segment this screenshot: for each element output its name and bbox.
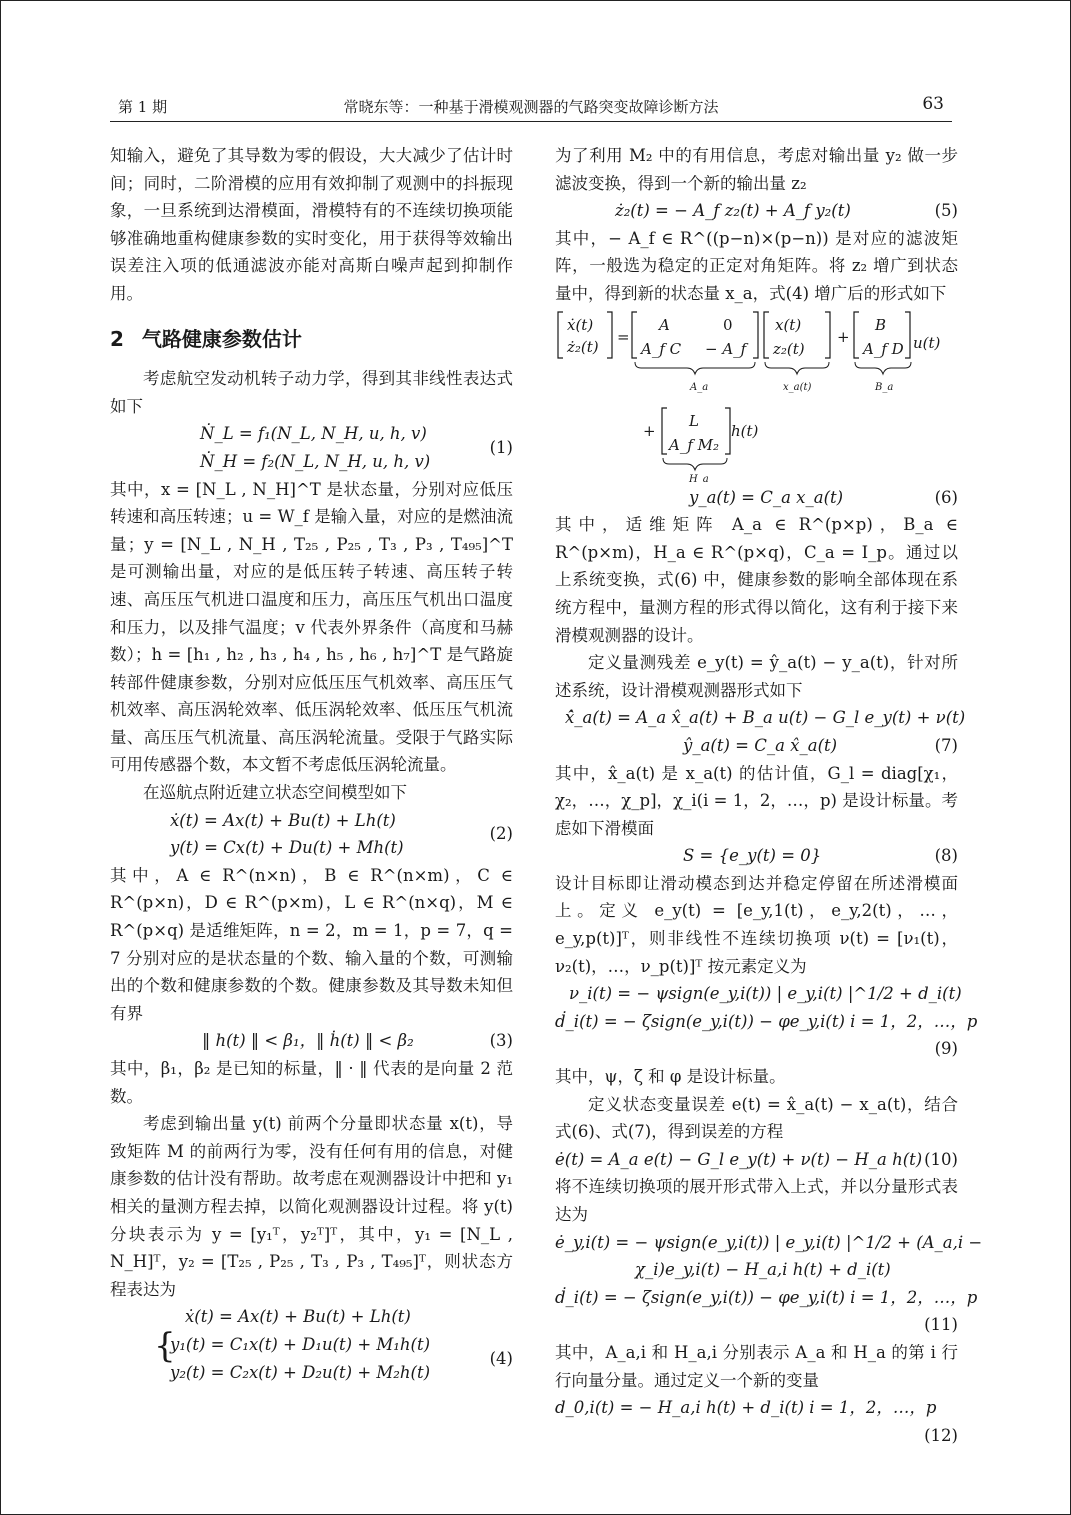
paragraph: 其中，适维矩阵 A_a ∈ R^(p×p)，B_a ∈ R^(p×m)，H_a ∈ R^(p×q)，C_a = I_p。通过以上系统变换，式(6) 中，健康参数的影响全部体现在系统方程中，量测方程的形式得以简化，这有利于接下来滑模观测器的设计。	[555, 515, 958, 645]
paragraph: 其中，β₁，β₂ 是已知的标量，‖ · ‖ 代表的是向量 2 范数。	[110, 1059, 513, 1106]
paragraph: 将不连续切换项的展开形式带入上式，并以分量形式表达为	[555, 1177, 958, 1224]
equation-12: d_0,i(t) = − H_a,i h(t) + d_i(t) i = 1，2，…，p	[555, 1398, 937, 1418]
label-Ba: B_a	[875, 381, 894, 393]
right-column	[555, 142, 983, 1449]
vector-x: x(t)	[775, 315, 802, 334]
section-heading	[110, 326, 513, 354]
equation-11-number: (11)	[924, 1315, 958, 1335]
equation-6b: y_a(t) = C_a x_a(t) (6)	[555, 484, 958, 512]
paragraph: 定义量测残差 e_y(t) = ŷ_a(t) − y_a(t)，针对所述系统，设计滑模观测器形式如下	[555, 653, 958, 700]
equation-1b: Ṅ_H = f₂(N_L, N_H, u, h, v) (1)	[110, 448, 513, 476]
equation-9b: ḋ_i(t) = − ζsign(e_y,i(t)) − φe_y,i(t) i = 1，2，…，p	[555, 1011, 978, 1031]
paragraph: 设计目标即让滑动模态到达并稳定停留在所述滑模面上。定义 e_y(t) = [e_y,1(t)，e_y,2(t)，…，e_y,p(t)]ᵀ，则非线性不连续切换项 ν(t) = [ν₁(t)，ν₂(t)，…，ν_p(t)]ᵀ 按元素定义为	[555, 873, 958, 976]
running-header	[110, 94, 952, 120]
issue-label: 第 1 期	[118, 98, 168, 116]
lhs-top: ẋ(t)	[567, 315, 594, 334]
label-Aa: A_a	[690, 381, 709, 393]
label-Ha: H_a	[689, 473, 709, 484]
equation-1a: Ṅ_L = f₁(N_L, N_H, u, h, v)	[200, 424, 427, 444]
vector-B: B	[875, 315, 887, 334]
equation-10: ė(t) = A_a e(t) − G_l e_y(t) + ν(t) − H_a h(t) (10)	[555, 1146, 958, 1174]
paragraph: 知输入，避免了其导数为零的假设，大大减少了估计时间；同时，二阶滑模的应用有效抑制了观测中的抖振现象，一旦系统到达滑模面，滑模特有的不连续切换项能够准确地重构健康参数的实时变化，用于获得等效输出误差注入项的低通滤波亦能对高斯白噪声起到抑制作用。	[110, 146, 513, 303]
equation-number: (1)	[489, 437, 513, 457]
paragraph: 考虑航空发动机转子动力学，得到其非线性表达式如下	[110, 369, 513, 416]
paragraph: 为了利用 M₂ 中的有用信息，考虑对输出量 y₂ 做一步滤波变换，得到一个新的输出量 z₂	[555, 146, 958, 193]
matrix-a12: 0	[723, 315, 733, 334]
paragraph: 在巡航点附近建立状态空间模型如下	[143, 783, 407, 803]
equation-7a: x̂̇_a(t) = A_a x̂_a(t) + B_a u(t) − G_l e_y(t) + ν(t)	[565, 708, 966, 728]
section-title: 气路健康参数估计	[141, 326, 302, 351]
equation-11b: χ_i)e_y,i(t) − H_a,i h(t) + d_i(t)	[635, 1260, 891, 1280]
matrix-a22: − A_f	[705, 339, 747, 358]
equation-2b: y(t) = Cx(t) + Du(t) + Mh(t) (2)	[110, 834, 513, 862]
svg-text:+: +	[643, 421, 656, 440]
equation-4a: ẋ(t) = Ax(t) + Bu(t) + Lh(t)	[185, 1307, 411, 1327]
section-number: 2	[110, 326, 124, 351]
equation-number: (2)	[489, 824, 513, 844]
equation-2a: ẋ(t) = Ax(t) + Bu(t) + Lh(t)	[170, 810, 396, 830]
equation-number: (8)	[934, 846, 958, 866]
lhs-bottom: ż₂(t)	[567, 337, 599, 356]
page-number: 63	[922, 94, 944, 114]
label-xa: x_a(t)	[783, 381, 812, 393]
equation-11c: ḋ_i(t) = − ζsign(e_y,i(t)) − φe_y,i(t) i = 1，2，…，p	[555, 1287, 978, 1307]
svg-text:=: =	[617, 327, 630, 346]
equation-11a: ė_y,i(t) = − ψsign(e_y,i(t)) | e_y,i(t) |^1/2 + (A_a,i −	[555, 1232, 983, 1252]
paragraph: 其中，x = [N_L , N_H]^T 是状态量，分别对应低压转速和高压转速；u = W_f 是输入量，对应的是燃油流量；y = [N_L , N_H , T₂₅ , P₂₅ , T₃ , P₃ , T₄₉₅]^T 是可测输出量，对应的是低压转子转速、高压转子转速、高压压气机进口温度和压力，高压压气机出口温度和压力，以及排气温度；v 代表外界条件（高度和马赫数）；h = [h₁ , h₂ , h₃ , h₄ , h₅ , h₆ , h₇]^T 是气路旋转部件健康参数，分别对应低压压气机效率、高压压气机效率、高压涡轮效率、低压涡轮效率、低压压气机流量、高压压气机流量、高压涡轮流量。受限于气路实际可用传感器个数，本文暂不考虑低压涡轮流量。	[110, 479, 513, 775]
equation-5: ż₂(t) = − A_f z₂(t) + A_f y₂(t) (5)	[555, 197, 958, 225]
matrix-a11: A	[659, 315, 670, 334]
paragraph: 其中，x̂_a(t) 是 x_a(t) 的估计值，G_l = diag[χ₁，χ₂，…，χ_p]，χ_i(i = 1，2，…，p) 是设计标量。考虑如下滑模面	[555, 763, 958, 838]
equation-number: (7)	[934, 735, 958, 755]
equation-number: (6)	[934, 487, 958, 507]
matrix-a21: A_f C	[641, 339, 682, 358]
equation-7b: ŷ_a(t) = C_a x̂_a(t) (7)	[555, 732, 958, 760]
equation-9a: ν_i(t) = − ψsign(e_y,i(t)) | e_y,i(t) |^1/2 + d_i(t)	[569, 984, 962, 1004]
paragraph: 其中，ψ，ζ 和 φ 是设计标量。	[555, 1067, 786, 1087]
vector-AfD: A_f D	[863, 339, 904, 358]
input-u: u(t)	[913, 333, 941, 352]
svg-text:+: +	[837, 327, 850, 346]
paragraph: 考虑到输出量 y(t) 前两个分量即状态量 x(t)，导致矩阵 M 的前两行为零，没有任何有用的信息，对健康参数的估计没有帮助。故考虑在观测器设计中把和 y₁ 相关的量测方程去掉，以简化观测器设计过程。将 y(t) 分块表示为 y = [y₁ᵀ，y₂ᵀ]ᵀ，其中，y₁ = [N_L , N_H]ᵀ，y₂ = [T₂₅ , P₂₅ , T₃ , P₃ , T₄₉₅]ᵀ，则状态方程表达为	[110, 1114, 513, 1299]
equation-number: (3)	[489, 1031, 513, 1051]
equation-number: (5)	[934, 201, 958, 221]
vector-z2: z₂(t)	[773, 339, 805, 358]
equation-number: (4)	[489, 1348, 513, 1368]
running-title: 常晓东等：一种基于滑模观测器的气路突变故障诊断方法	[343, 98, 719, 116]
health-h: h(t)	[731, 421, 759, 440]
vector-L: L	[689, 411, 699, 430]
augmented-system-equation	[555, 308, 958, 484]
equation-3: ‖ h(t) ‖ < β₁，‖ ḣ(t) ‖ < β₂ (3)	[110, 1027, 513, 1055]
vector-AfM2: A_f M₂	[669, 435, 720, 454]
paragraph: 其中，− A_f ∈ R^((p−n)×(p−n)) 是对应的滤波矩阵，一般选为稳定的正定对角矩阵。将 z₂ 增广到状态量中，得到新的状态量 x_a，式(4) 增广后的形式如下	[555, 228, 958, 303]
equation-9-number: (9)	[934, 1039, 958, 1059]
paragraph: 其中，A_a,i 和 H_a,i 分别表示 A_a 和 H_a 的第 i 行行向量分量。通过定义一个新的变量	[555, 1342, 958, 1390]
equation-12-number: (12)	[924, 1425, 958, 1445]
paragraph: 其中，A ∈ R^(n×n)，B ∈ R^(n×m)，C ∈ R^(p×n)，D ∈ R^(p×m)，L ∈ R^(n×q)，M ∈ R^(p×q) 是适维矩阵，n = 2，m = 1，p = 7，q = 7 分别对应的是状态量的个数、输入量的个数，可测输出的个数和健康参数的个数。健康参数及其导数未知但有界	[110, 865, 513, 1023]
header-rule	[110, 121, 952, 122]
equation-4b: { y₁(t) = C₁x(t) + D₁u(t) + M₁h(t)	[154, 1325, 431, 1366]
equation-8: S = {e_y(t) = 0} (8)	[555, 842, 958, 870]
paragraph: 定义状态变量误差 e(t) = x̂_a(t) − x_a(t)，结合式(6)、式(7)，得到误差的方程	[555, 1094, 958, 1142]
equation-number: (10)	[924, 1149, 958, 1169]
left-column	[110, 142, 513, 1386]
equation-4c: y₂(t) = C₂x(t) + D₂u(t) + M₂h(t) (4)	[110, 1359, 513, 1387]
